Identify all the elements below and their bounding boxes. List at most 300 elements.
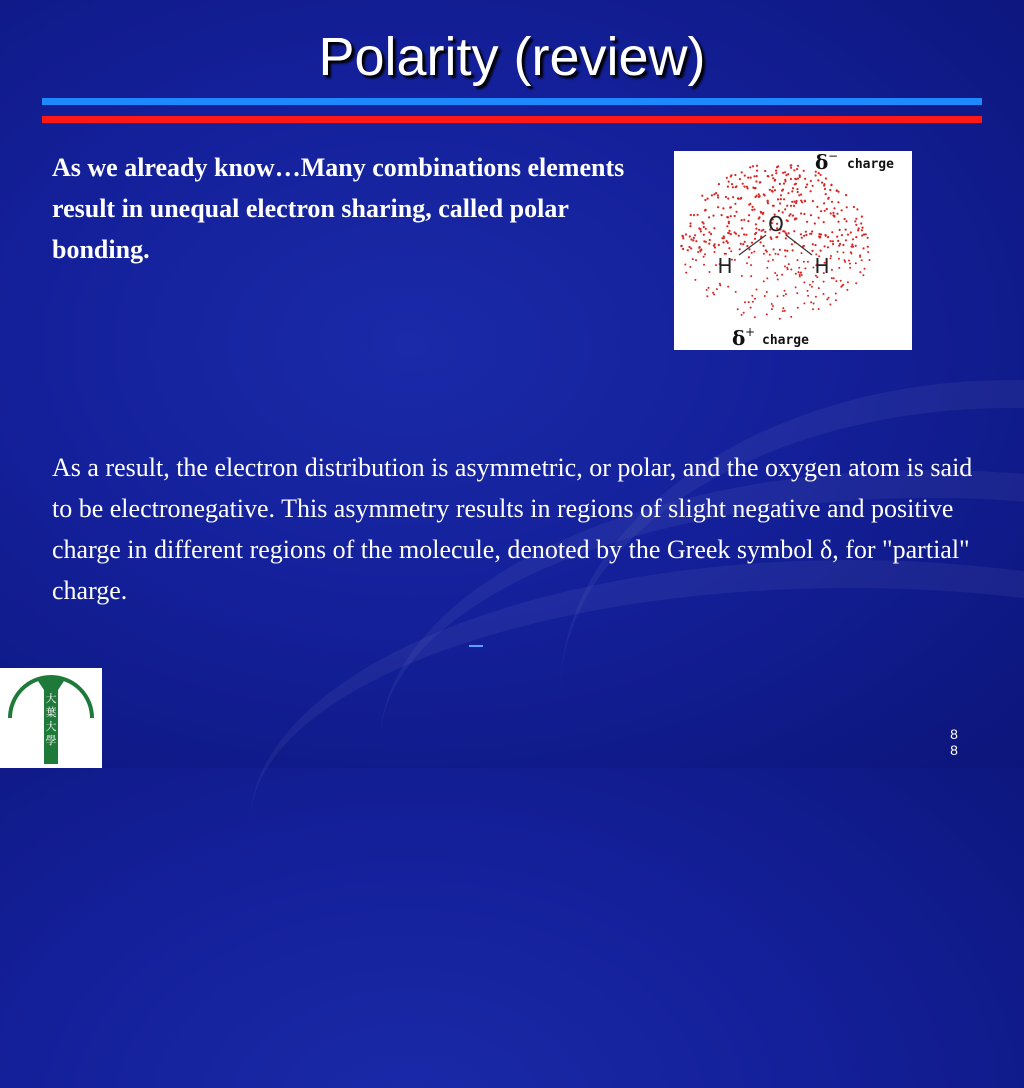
electron-dot (806, 183, 808, 185)
electron-dot (800, 212, 802, 214)
electron-dot (867, 251, 869, 253)
electron-dot (794, 183, 796, 185)
electron-dot (775, 170, 777, 172)
electron-dot (752, 301, 754, 303)
electron-dot (755, 180, 757, 182)
electron-dot (837, 240, 839, 242)
electron-dot (794, 178, 796, 180)
electron-dot (779, 202, 781, 204)
electron-dot (787, 173, 789, 175)
electron-dot (846, 289, 848, 291)
electron-dot (749, 203, 751, 205)
electron-dot (838, 267, 840, 269)
electron-dot (698, 247, 700, 249)
electron-dot (810, 233, 812, 235)
bond-line-right (786, 235, 812, 255)
electron-dot (790, 167, 792, 169)
electron-dot (769, 189, 771, 191)
electron-dot (753, 208, 755, 210)
electron-dot (841, 234, 843, 236)
electron-dot (748, 256, 750, 258)
electron-dot (782, 172, 784, 174)
electron-dot (729, 206, 731, 208)
electron-dot (787, 192, 789, 194)
electron-dot (847, 281, 849, 283)
electron-dot (742, 183, 744, 185)
electron-dot (803, 302, 805, 304)
electron-dot (756, 165, 758, 167)
electron-dot (803, 170, 805, 172)
electron-dot (771, 303, 773, 305)
electron-dot (848, 260, 850, 262)
electron-dot (708, 243, 710, 245)
electron-dot (717, 194, 719, 196)
electron-dot (742, 243, 744, 245)
electron-dot (824, 188, 826, 190)
electron-dot (703, 234, 705, 236)
electron-dot (764, 295, 766, 297)
electron-dot (845, 220, 847, 222)
electron-dot (766, 251, 768, 253)
electron-dot (751, 209, 753, 211)
electron-dot (712, 215, 714, 217)
electron-dot (752, 187, 754, 189)
electron-dot (807, 295, 809, 297)
electron-dot (842, 252, 844, 254)
electron-dot (754, 238, 756, 240)
electron-dot (713, 227, 715, 229)
electron-dot (816, 206, 818, 208)
electron-dot (823, 293, 825, 295)
electron-dot (751, 252, 753, 254)
electron-dot (796, 200, 798, 202)
electron-dot (784, 265, 786, 267)
electron-dot (812, 243, 814, 245)
electron-dot (861, 259, 863, 261)
electron-dot (785, 237, 787, 239)
electron-dot (785, 232, 787, 234)
electron-dot (690, 247, 692, 249)
electron-dot (753, 175, 755, 177)
electron-dot (797, 307, 799, 309)
electron-dot (852, 238, 854, 240)
electron-dot (833, 277, 835, 279)
electron-dot (774, 272, 776, 274)
electron-dot (859, 254, 861, 256)
electron-dot (801, 237, 803, 239)
electron-dot (737, 198, 739, 200)
electron-dot (844, 218, 846, 220)
electron-dot (780, 194, 782, 196)
water-polarity-figure (674, 151, 912, 350)
electron-dot (787, 220, 789, 222)
electron-dot (779, 249, 781, 251)
electron-dot (811, 230, 813, 232)
electron-dot (828, 297, 830, 299)
electron-dot (762, 212, 764, 214)
electron-dot (832, 243, 834, 245)
electron-dot (750, 307, 752, 309)
electron-dot (719, 284, 721, 286)
logo-character: 大 (45, 692, 57, 705)
electron-dot (693, 237, 695, 239)
electron-dot (817, 179, 819, 181)
electron-dot (813, 303, 815, 305)
electron-dot (772, 177, 774, 179)
electron-dot (803, 245, 805, 247)
electron-dot (784, 171, 786, 173)
electron-dot (818, 308, 820, 310)
electron-dot (799, 274, 801, 276)
electron-dot (735, 185, 737, 187)
electron-dot (716, 288, 718, 290)
charge-label-bottom: charge (762, 333, 809, 348)
electron-dot (770, 236, 772, 238)
electron-dot (812, 200, 814, 202)
logo-character: 學 (45, 734, 57, 747)
electron-dot (856, 208, 858, 210)
electron-dot (835, 299, 837, 301)
electron-dot (717, 206, 719, 208)
electron-dot (688, 246, 690, 248)
electron-dot (791, 243, 793, 245)
electron-dot (805, 186, 807, 188)
electron-dot (707, 198, 709, 200)
electron-dot (795, 286, 797, 288)
electron-dot (759, 181, 761, 183)
electron-dot (750, 275, 752, 277)
electron-dot (861, 216, 863, 218)
electron-dot (869, 259, 871, 261)
electron-dot (703, 240, 705, 242)
electron-dot (853, 206, 855, 208)
electron-dot (805, 234, 807, 236)
electron-dot (756, 289, 758, 291)
electron-dot (756, 170, 758, 172)
electron-dot (766, 291, 768, 293)
electron-dot (771, 190, 773, 192)
electron-dot (714, 251, 716, 253)
electron-dot (783, 295, 785, 297)
electron-dot (798, 271, 800, 273)
electron-dot (824, 234, 826, 236)
electron-dot (728, 247, 730, 249)
electron-dot (744, 175, 746, 177)
electron-dot (715, 192, 717, 194)
electron-dot (685, 272, 687, 274)
electron-dot (723, 237, 725, 239)
electron-dot (783, 198, 785, 200)
electron-dot (785, 255, 787, 257)
electron-dot (714, 243, 716, 245)
electron-dot (851, 253, 853, 255)
electron-cloud (680, 164, 870, 319)
electron-dot (744, 301, 746, 303)
electron-dot (771, 308, 773, 310)
electron-dot (754, 316, 756, 318)
electron-dot (803, 261, 805, 263)
electron-dot (786, 205, 788, 207)
electron-dot (700, 230, 702, 232)
electron-dot (805, 231, 807, 233)
oxygen-label: O (768, 212, 784, 236)
electron-dot (755, 223, 757, 225)
electron-dot (699, 251, 701, 253)
electron-dot (751, 242, 753, 244)
electron-dot (860, 222, 862, 224)
electron-dot (692, 258, 694, 260)
electron-dot (771, 174, 773, 176)
electron-dot (781, 190, 783, 192)
university-logo (0, 668, 102, 768)
electron-dot (800, 200, 802, 202)
electron-dot (726, 240, 728, 242)
electron-dot (836, 213, 838, 215)
electron-dot (790, 316, 792, 318)
electron-dot (797, 259, 799, 261)
electron-dot (774, 189, 776, 191)
electron-dot (810, 190, 812, 192)
electron-dot (751, 295, 753, 297)
electron-dot (830, 240, 832, 242)
electron-dot (787, 268, 789, 270)
electron-dot (827, 246, 829, 248)
electron-dot (703, 226, 705, 228)
electron-dot (728, 221, 730, 223)
electron-dot (764, 231, 766, 233)
electron-dot (750, 264, 752, 266)
electron-dot (772, 259, 774, 261)
electron-dot (722, 241, 724, 243)
electron-dot (682, 248, 684, 250)
electron-dot (760, 241, 762, 243)
electron-dot (821, 182, 823, 184)
electron-dot (837, 221, 839, 223)
electron-dot (827, 236, 829, 238)
electron-dot (748, 214, 750, 216)
electron-dot (810, 180, 812, 182)
electron-dot (855, 218, 857, 220)
electron-dot (837, 191, 839, 193)
electron-dot (825, 177, 827, 179)
electron-dot (862, 247, 864, 249)
electron-dot (847, 234, 849, 236)
electron-dot (732, 196, 734, 198)
electron-dot (823, 202, 825, 204)
electron-dot (857, 229, 859, 231)
electron-dot (726, 177, 728, 179)
electron-dot (850, 231, 852, 233)
electron-dot (760, 212, 762, 214)
electron-dot (809, 284, 811, 286)
electron-dot (748, 248, 750, 250)
electron-dot (780, 198, 782, 200)
electron-dot (861, 229, 863, 231)
electron-dot (721, 214, 723, 216)
electron-dot (796, 292, 798, 294)
electron-dot (728, 230, 730, 232)
electron-dot (713, 193, 715, 195)
electron-dot (779, 183, 781, 185)
electron-dot (777, 295, 779, 297)
electron-dot (734, 259, 736, 261)
electron-dot (800, 272, 802, 274)
logo-character: 葉 (45, 706, 57, 719)
page-number: 8 (950, 742, 958, 758)
electron-dot (741, 314, 743, 316)
electron-dot (810, 214, 812, 216)
electron-dot (838, 258, 840, 260)
electron-dot (814, 244, 816, 246)
delta-minus-symbol: δ (815, 151, 829, 174)
electron-dot (855, 245, 857, 247)
electron-dot (753, 251, 755, 253)
electron-dot (804, 200, 806, 202)
electron-dot (777, 253, 779, 255)
electron-dot (772, 186, 774, 188)
electron-dot (693, 214, 695, 216)
page-number: 8 (950, 726, 958, 742)
electron-dot (739, 178, 741, 180)
electron-dot (799, 276, 801, 278)
background-swoosh (250, 560, 1024, 1088)
electron-dot (766, 277, 768, 279)
electron-dot (804, 178, 806, 180)
electron-dot (722, 207, 724, 209)
electron-dot (746, 245, 748, 247)
electron-dot (743, 233, 745, 235)
electron-dot (763, 253, 765, 255)
electron-dot (828, 197, 830, 199)
electron-dot (689, 266, 691, 268)
electron-dot (833, 207, 835, 209)
electron-dot (695, 240, 697, 242)
electron-dot (777, 279, 779, 281)
electron-dot (784, 310, 786, 312)
electron-dot (782, 307, 784, 309)
electron-dot (855, 224, 857, 226)
electron-dot (734, 215, 736, 217)
electron-dot (781, 274, 783, 276)
electron-dot (796, 168, 798, 170)
electron-dot (820, 174, 822, 176)
electron-dot (824, 210, 826, 212)
electron-dot (762, 229, 764, 231)
electron-dot (776, 166, 778, 168)
slide-title: Polarity (review) (318, 27, 706, 87)
electron-dot (784, 290, 786, 292)
electron-dot (825, 193, 827, 195)
electron-dot (730, 175, 732, 177)
electron-dot (831, 269, 833, 271)
electron-dot (823, 281, 825, 283)
electron-dot (862, 274, 864, 276)
electron-dot (846, 206, 848, 208)
electron-dot (740, 197, 742, 199)
electron-dot (845, 239, 847, 241)
electron-dot (767, 202, 769, 204)
electron-dot (810, 301, 812, 303)
electron-dot (730, 215, 732, 217)
delta-plus-symbol: δ (732, 326, 746, 350)
electron-dot (769, 254, 771, 256)
electron-dot (726, 216, 728, 218)
electron-dot (700, 249, 702, 251)
electron-dot (774, 179, 776, 181)
electron-dot (807, 261, 809, 263)
title-rule-red (42, 116, 982, 123)
electron-dot (764, 170, 766, 172)
electron-dot (772, 305, 774, 307)
electron-dot (682, 237, 684, 239)
electron-dot (767, 260, 769, 262)
electron-dot (806, 221, 808, 223)
electron-dot (829, 304, 831, 306)
delta-minus-superscript: − (828, 151, 839, 163)
electron-dot (844, 261, 846, 263)
electron-dot (687, 249, 689, 251)
electron-dot (818, 217, 820, 219)
electron-dot (811, 250, 813, 252)
electron-dot (732, 186, 734, 188)
electron-dot (748, 301, 750, 303)
electron-dot (735, 211, 737, 213)
electron-dot (749, 166, 751, 168)
electron-dot (793, 201, 795, 203)
electron-dot (832, 212, 834, 214)
electron-dot (772, 205, 774, 207)
electron-dot (790, 205, 792, 207)
electron-dot (797, 191, 799, 193)
electron-dot (703, 256, 705, 258)
electron-dot (800, 193, 802, 195)
electron-dot (734, 174, 736, 176)
electron-dot (681, 235, 683, 237)
electron-dot (775, 172, 777, 174)
electron-dot (830, 184, 832, 186)
charge-label-top: charge (847, 157, 894, 172)
water-molecule-diagram (674, 151, 912, 350)
electron-dot (840, 286, 842, 288)
electron-dot (743, 186, 745, 188)
electron-dot (705, 228, 707, 230)
electron-dot (852, 246, 854, 248)
electron-dot (730, 233, 732, 235)
electron-dot (706, 295, 708, 297)
electron-dot (833, 215, 835, 217)
electron-dot (741, 219, 743, 221)
electron-dot (792, 249, 794, 251)
electron-dot (867, 246, 869, 248)
electron-dot (823, 183, 825, 185)
electron-dot (734, 203, 736, 205)
electron-dot (763, 245, 765, 247)
electron-dot (796, 188, 798, 190)
electron-dot (830, 255, 832, 257)
electron-dot (689, 225, 691, 227)
electron-dot (701, 195, 703, 197)
electron-dot (754, 233, 756, 235)
electron-dot (752, 165, 754, 167)
electron-dot (786, 250, 788, 252)
electron-dot (767, 200, 769, 202)
electron-dot (835, 293, 837, 295)
university-logo-emblem (0, 668, 102, 768)
electron-dot (836, 236, 838, 238)
electron-dot (709, 239, 711, 241)
electron-dot (793, 169, 795, 171)
electron-dot (713, 294, 715, 296)
